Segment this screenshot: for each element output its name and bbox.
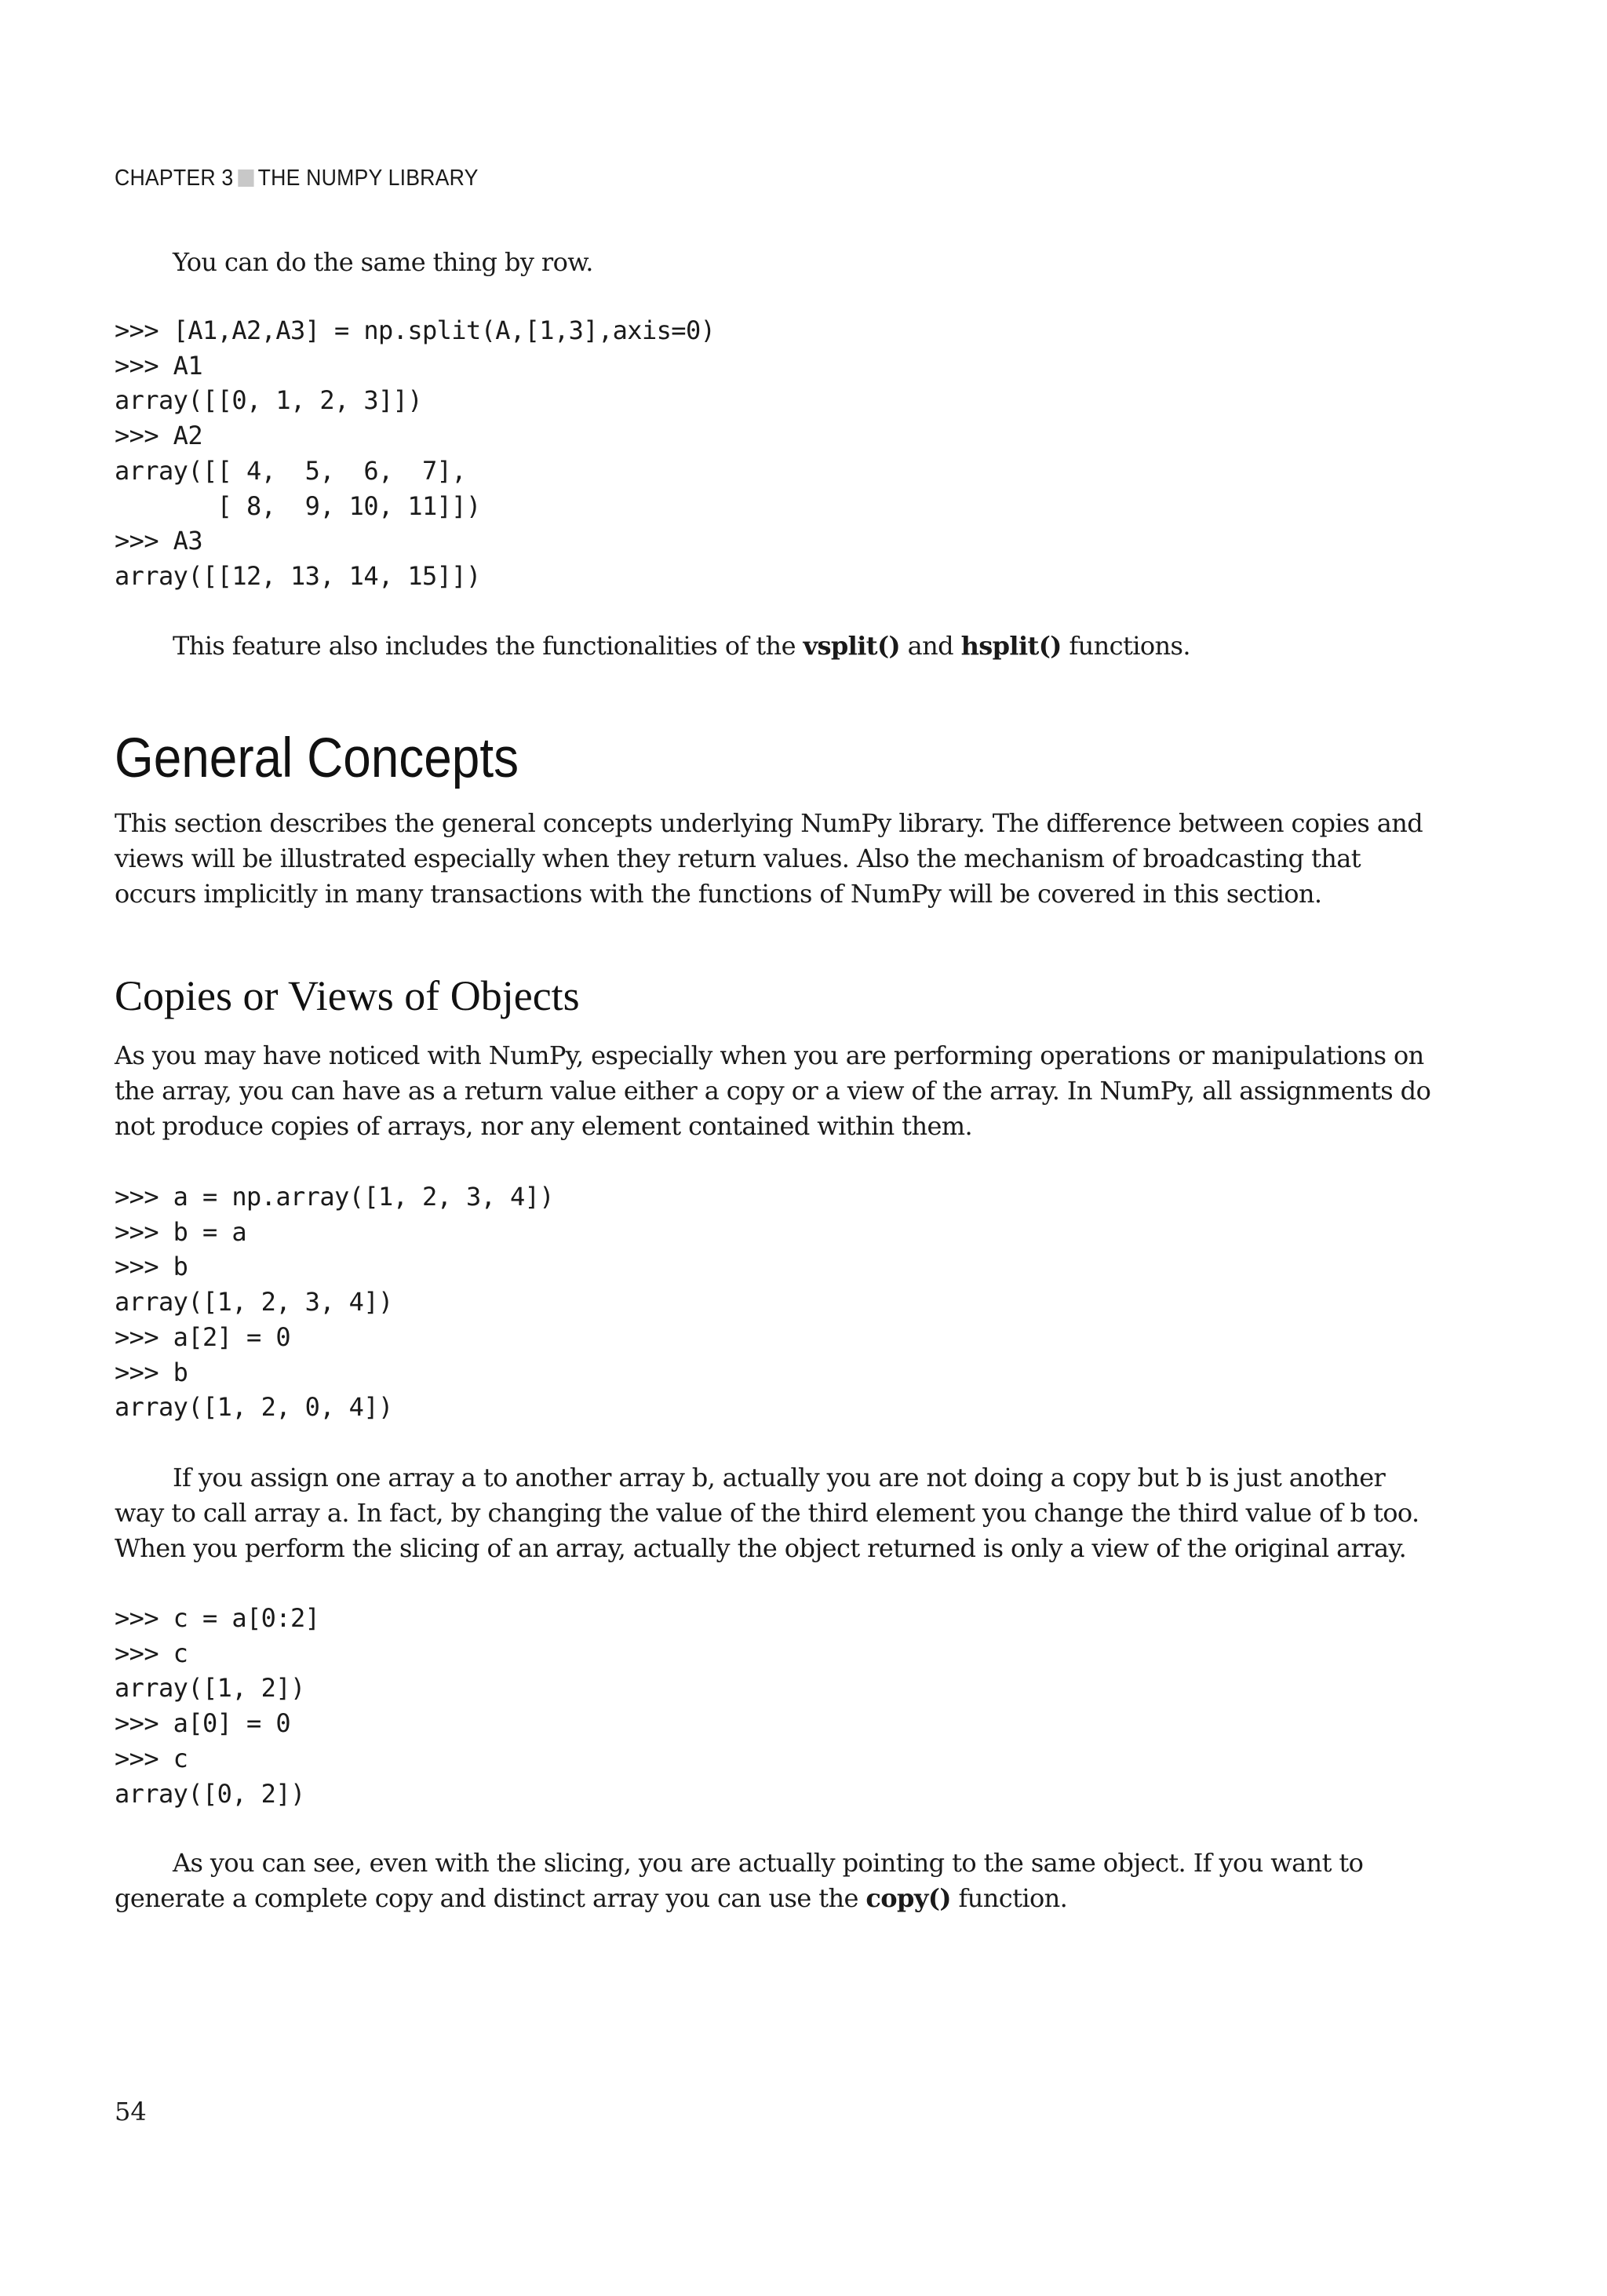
paragraph-feature	[115, 629, 1441, 664]
running-head-separator	[238, 169, 253, 187]
paragraph-copies-views	[115, 1038, 1441, 1144]
text-run: This feature also includes the functionalities of the	[173, 631, 804, 661]
function-name-hsplit: hsplit()	[960, 631, 1062, 661]
running-head-chapter: CHAPTER 3	[115, 166, 234, 191]
function-name-vsplit: vsplit()	[803, 631, 901, 661]
paragraph-text	[115, 629, 1441, 664]
paragraph-general-concepts	[115, 806, 1441, 912]
subsection-heading-copies-views	[115, 971, 1441, 1021]
heading-text: General Concepts	[115, 727, 519, 789]
code-text: >>> [A1,A2,A3] = np.split(A,[1,3],axis=0) >>> A1 array([[0, 1, 2, 3]]) >>> A2 array([[ 4, 5, 6, 7], [ 8, 9, 10, 11]]) >>> A3 array([[12, 13, 14, 15]])	[115, 315, 716, 591]
paragraph-slicing	[115, 1846, 1441, 1916]
paragraph-text: You can do the same thing by row.	[173, 247, 593, 277]
paragraph-text: If you assign one array a to another array b, actually you are not doing a copy but b is just another way to call array a. In fact, by changing the value of the third element you change the third value of b too. When you perform the slicing of an array, actually the object returned is only a view of the original array.	[115, 1463, 1419, 1563]
running-head	[115, 166, 479, 191]
paragraph-assignment	[115, 1460, 1441, 1566]
paragraph-by-row	[115, 245, 1441, 280]
code-text: >>> c = a[0:2] >>> c array([1, 2]) >>> a[0] = 0 >>> c array([0, 2])	[115, 1603, 320, 1809]
section-heading-general-concepts	[115, 727, 1441, 790]
paragraph-text	[115, 1846, 1441, 1916]
code-text: >>> a = np.array([1, 2, 3, 4]) >>> b = a >>> b array([1, 2, 3, 4]) >>> a[2] = 0 >>> b array([1, 2, 0, 4])	[115, 1182, 554, 1423]
heading-text: Copies or Views of Objects	[115, 972, 580, 1019]
code-block-split	[115, 313, 1441, 594]
code-block-slicing	[115, 1601, 1441, 1811]
text-run: function.	[950, 1883, 1068, 1913]
text-run: and	[900, 631, 961, 661]
paragraph-text: As you may have noticed with NumPy, especially when you are performing operations or manipulations on the array, you can have as a return value either a copy or a view of the array. In NumPy, all assignments do not produce copies of arrays, nor any element contained within them.	[115, 1040, 1431, 1141]
running-head-title: THE NUMPY LIBRARY	[257, 166, 479, 191]
text-run: As you can see, even with the slicing, you are actually pointing to the same object. If you want to generate a complete copy and distinct array you can use the	[115, 1848, 1364, 1913]
text-run: functions.	[1061, 631, 1190, 661]
paragraph-text: This section describes the general concepts underlying NumPy library. The difference between copies and views will be illustrated especially when they return values. Also the mechanism of broadcasting that occurs implicitly in many transactions with the functions of NumPy will be covered in this section.	[115, 808, 1423, 909]
page-number: 54	[115, 2097, 147, 2127]
function-name-copy: copy()	[865, 1883, 951, 1913]
code-block-assignment	[115, 1179, 1441, 1425]
